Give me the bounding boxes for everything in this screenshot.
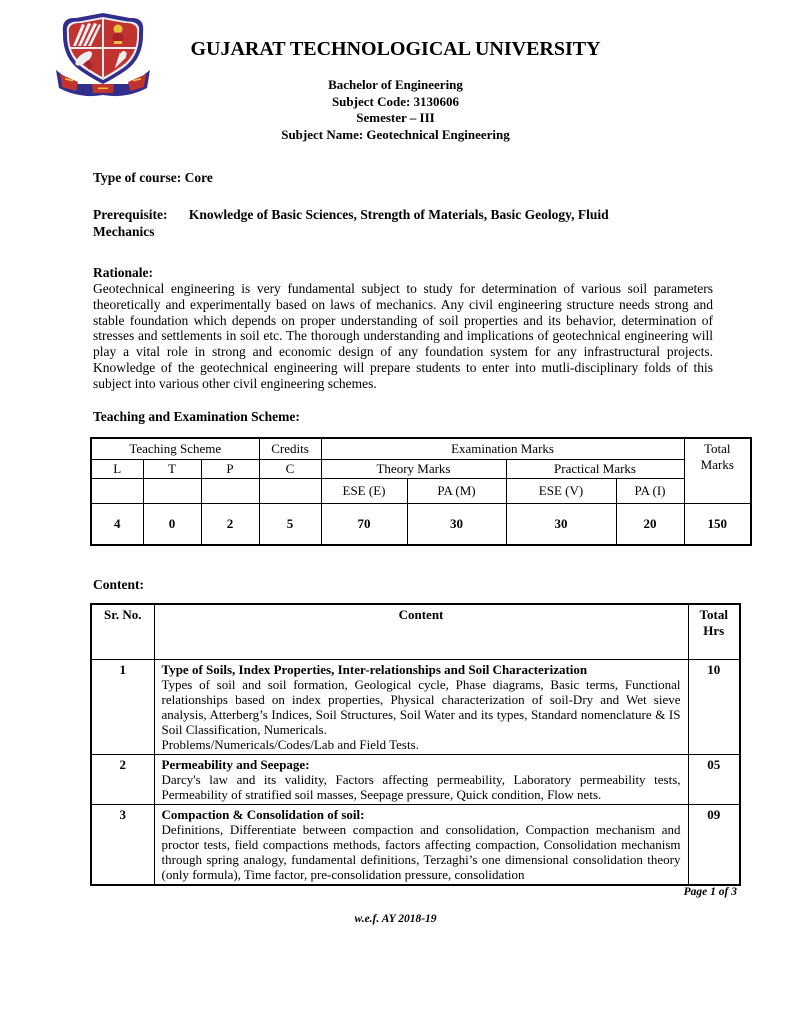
empty-cell [201, 478, 259, 503]
teaching-examination-scheme-table [90, 437, 752, 546]
type-of-course-line [93, 169, 719, 186]
prerequisite-value: Knowledge of Basic Sciences, Strength of Materials, Basic Geology, Fluid Mechanics [93, 207, 609, 239]
empty-cell [143, 478, 201, 503]
type-of-course-label: Type of course: [93, 170, 182, 185]
subject-code: Subject Code: 3130606 [331, 93, 460, 109]
semester: Semester – III [356, 110, 435, 125]
effective-date: w.e.f. AY 2018-19 [354, 913, 437, 925]
ese-e-header: ESE (E) [321, 478, 407, 503]
col-l-header: L [91, 459, 143, 478]
teaching-scheme-header: Teaching Scheme [91, 438, 259, 460]
empty-cell [91, 478, 143, 503]
rationale-label: Rationale: [93, 265, 153, 280]
ese-v-value: 30 [506, 503, 616, 545]
content-row-3 [91, 804, 740, 885]
row-3-topic-title: Compaction & Consolidation of soil: [161, 806, 365, 822]
row-1-sr: 1 [91, 659, 154, 754]
content-header: Content [154, 604, 688, 660]
document-body [93, 169, 734, 886]
total-hrs-header: Total Hrs [688, 604, 740, 660]
row-1-content [154, 659, 688, 754]
row-1-topic-body2: Problems/Numericals/Codes/Lab and Field Tests. [161, 736, 419, 752]
row-2-topic-title: Permeability and Seepage: [161, 756, 310, 772]
row-3-topic-body: Definitions, Differentiate between compaction and consolidation, Compaction mechanism and proctor tests, field compactions methods, factors affecting compaction, Consolidation mechanism through spring analogy, fundamental definitions, Terzaghi’s one dimensional consolidation theory (only formula), Time factor, pre-consolidation pressure, consolidation [161, 821, 681, 882]
subject-name: Subject Name: Geotechnical Engineering [281, 126, 510, 142]
prerequisite-label: Prerequisite: [93, 207, 168, 222]
ese-v-header: ESE (V) [506, 478, 616, 503]
row-3-content [154, 804, 688, 885]
row-2-hrs: 05 [688, 754, 740, 804]
row-1-hrs: 10 [688, 659, 740, 754]
program-name: Bachelor of Engineering [328, 77, 463, 92]
pa-m-header: PA (M) [407, 478, 506, 503]
col-p-header: P [201, 459, 259, 478]
pa-i-header: PA (I) [616, 478, 684, 503]
row-1-topic-title: Type of Soils, Index Properties, Inter-relationships and Soil Characterization [161, 661, 588, 677]
row-2-content [154, 754, 688, 804]
university-title: GUJARAT TECHNOLOGICAL UNIVERSITY [190, 38, 601, 60]
practical-value: 2 [201, 503, 259, 545]
lectures-value: 4 [91, 503, 143, 545]
row-3-sr: 3 [91, 804, 154, 885]
pa-m-value: 30 [407, 503, 506, 545]
practical-marks-header: Practical Marks [506, 459, 684, 478]
empty-cell [259, 478, 321, 503]
teaching-scheme-section-title: Teaching and Examination Scheme: [93, 408, 300, 424]
content-section-title: Content: [93, 576, 144, 592]
sr-no-header: Sr. No. [91, 604, 154, 660]
pa-i-value: 20 [616, 503, 684, 545]
col-c-header: C [259, 459, 321, 478]
tutorial-value: 0 [143, 503, 201, 545]
row-2-sr: 2 [91, 754, 154, 804]
total-marks-value: 150 [684, 503, 751, 545]
theory-marks-header: Theory Marks [321, 459, 506, 478]
prerequisite-line [93, 206, 668, 240]
university-logo-icon [52, 12, 154, 100]
content-table [90, 603, 741, 886]
type-of-course-value: Core [184, 170, 213, 185]
row-2-topic-body: Darcy's law and its validity, Factors affecting permeability, Laboratory permeability tests, Permeability of stratified soil masses, Seepage pressure, Quick condition, Flow nets. [161, 771, 681, 802]
row-1-topic-body: Types of soil and soil formation, Geological cycle, Phase diagrams, Basic terms, Functional relationships based on index properties, Physical characterization of soil-Dry and Wet sieve analysis, Atterberg’s Indices, Soil Structures, Soil Water and its types, Standard nomenclature & IS Soil Classification, Numericals. [161, 676, 681, 737]
credits-value: 5 [259, 503, 321, 545]
content-row-2 [91, 754, 740, 804]
ese-e-value: 70 [321, 503, 407, 545]
examination-marks-header: Examination Marks [321, 438, 684, 460]
row-3-hrs: 09 [688, 804, 740, 885]
rationale-text: Geotechnical engineering is very fundamental subject to study for determination of various soil parameters theoretically and experimentally based on laws of mechanics. Any civil engineering structure needs strong and stable foundation which depends on proper understanding of soil properties and its behavior, determination of stresses and settlements in soil etc. The thorough understanding and implications of geotechnical engineering will play a vital role in strong and economic design of any foundation system for any infrastructural projects. Knowledge of the geotechnical engineering will prepare students to enter into mutli-disciplinary folds of this subject into various other civil engineering schemes. [93, 281, 713, 391]
col-t-header: T [143, 459, 201, 478]
page-number: Page 1 of 3 [683, 886, 737, 898]
content-row-1 [91, 659, 740, 754]
total-marks-header: Total Marks [684, 438, 751, 504]
credits-header: Credits [259, 438, 321, 460]
